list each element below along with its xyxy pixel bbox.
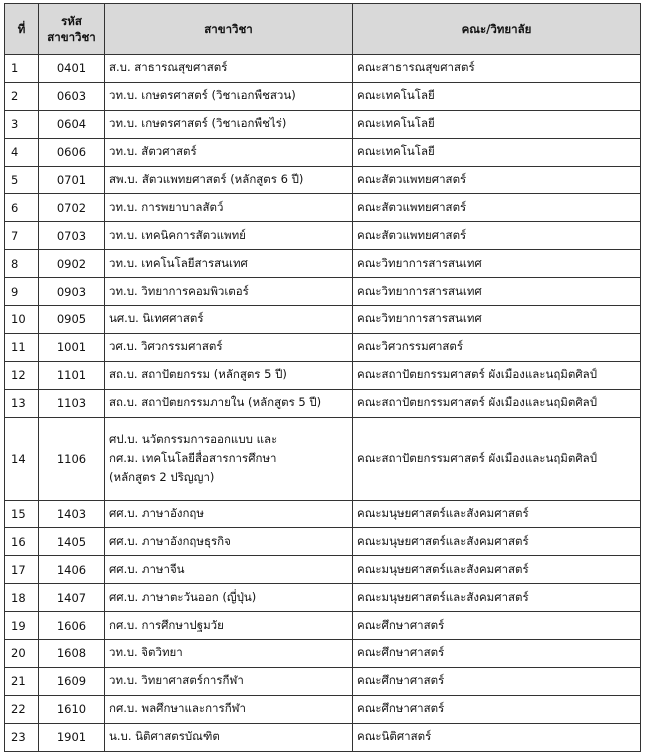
table-row	[5, 222, 641, 250]
row-number: 11	[5, 333, 39, 361]
major-name-line: วท.บ. เกษตรศาสตร์ (วิชาเอกพืชไร่)	[109, 116, 287, 131]
major-name-line: วท.บ. จิตวิทยา	[109, 645, 183, 660]
major-code: 1606	[39, 612, 105, 640]
major-code: 0603	[39, 82, 105, 110]
major-code: 0903	[39, 278, 105, 306]
table-row	[5, 640, 641, 668]
row-number: 12	[5, 361, 39, 389]
faculty-name: คณะสัตวแพทยศาสตร์	[353, 222, 641, 250]
faculty-name: คณะสถาปัตยกรรมศาสตร์ ผังเมืองและนฤมิตศิลป์	[353, 389, 641, 417]
major-code: 1609	[39, 667, 105, 695]
table-row	[5, 612, 641, 640]
major-code: 0905	[39, 306, 105, 334]
header-major-code-line2: สาขาวิชา	[47, 30, 96, 44]
header-row	[5, 4, 641, 55]
row-number: 9	[5, 278, 39, 306]
row-number: 22	[5, 695, 39, 723]
major-name-cell	[105, 278, 353, 306]
major-name-cell	[105, 222, 353, 250]
table-row	[5, 528, 641, 556]
table-row	[5, 361, 641, 389]
major-code: 0604	[39, 110, 105, 138]
major-name-line: สพ.บ. สัตวแพทยศาสตร์ (หลักสูตร 6 ปี)	[109, 172, 304, 186]
major-code: 0902	[39, 250, 105, 278]
major-code: 1001	[39, 333, 105, 361]
major-name-line: วท.บ. วิทยาศาสตร์การกีฬา	[109, 673, 244, 688]
major-code: 0703	[39, 222, 105, 250]
faculty-name: คณะศึกษาศาสตร์	[353, 667, 641, 695]
header-major: สาขาวิชา	[105, 4, 353, 55]
major-code: 1610	[39, 695, 105, 723]
header-major-code-line1: รหัส	[61, 14, 82, 28]
faculty-name: คณะมนุษยศาสตร์และสังคมศาสตร์	[353, 584, 641, 612]
major-name-line: วศ.บ. วิศวกรรมศาสตร์	[109, 339, 223, 354]
major-name-line: นศ.บ. นิเทศศาสตร์	[109, 311, 204, 326]
major-name-cell	[105, 82, 353, 110]
header-major-code	[39, 4, 105, 55]
major-name-line: กศ.บ. การศึกษาปฐมวัย	[109, 617, 224, 632]
row-number: 5	[5, 166, 39, 194]
major-name-cell	[105, 640, 353, 668]
major-name-cell	[105, 723, 353, 751]
row-number: 1	[5, 55, 39, 83]
major-name-cell	[105, 55, 353, 83]
major-name-line: วท.บ. การพยาบาลสัตว์	[109, 199, 224, 214]
table-row	[5, 250, 641, 278]
table-row	[5, 389, 641, 417]
row-number: 7	[5, 222, 39, 250]
major-name-line: ศศ.บ. ภาษาจีน	[109, 561, 185, 576]
major-name-line: น.บ. นิติศาสตรบัณฑิต	[109, 729, 220, 744]
major-name-cell	[105, 667, 353, 695]
major-code: 0606	[39, 138, 105, 166]
major-name-cell	[105, 612, 353, 640]
table-body	[5, 55, 641, 752]
header-number: ที่	[5, 4, 39, 55]
row-number: 20	[5, 640, 39, 668]
major-code: 0702	[39, 194, 105, 222]
row-number: 2	[5, 82, 39, 110]
row-number: 18	[5, 584, 39, 612]
header-faculty: คณะ/วิทยาลัย	[353, 4, 641, 55]
faculty-name: คณะสัตวแพทยศาสตร์	[353, 166, 641, 194]
table-row	[5, 417, 641, 500]
major-name-cell	[105, 361, 353, 389]
faculty-name: คณะเทคโนโลยี	[353, 110, 641, 138]
faculty-name: คณะศึกษาศาสตร์	[353, 695, 641, 723]
faculty-name: คณะสาธารณสุขศาสตร์	[353, 55, 641, 83]
row-number: 17	[5, 556, 39, 584]
table-row	[5, 695, 641, 723]
major-code: 1101	[39, 361, 105, 389]
major-name-cell	[105, 250, 353, 278]
row-number: 15	[5, 500, 39, 528]
major-name-cell	[105, 556, 353, 584]
major-name-line: ศศ.บ. ภาษาอังกฤษ	[109, 506, 204, 521]
table-row	[5, 667, 641, 695]
table-row	[5, 723, 641, 751]
major-name-cell	[105, 417, 353, 500]
major-name-cell	[105, 306, 353, 334]
table-row	[5, 278, 641, 306]
faculty-name: คณะศึกษาศาสตร์	[353, 612, 641, 640]
major-name-line: (หลักสูตร 2 ปริญญา)	[109, 470, 215, 485]
major-code: 1106	[39, 417, 105, 500]
major-name-line: กศ.ม. เทคโนโลยีสื่อสารการศึกษา	[109, 451, 277, 466]
row-number: 10	[5, 306, 39, 334]
faculty-name: คณะวิทยาการสารสนเทศ	[353, 278, 641, 306]
table-header	[5, 4, 641, 55]
major-name-line: สถ.บ. สถาปัตยกรรมภายใน (หลักสูตร 5 ปี)	[109, 395, 322, 410]
faculty-name: คณะวิทยาการสารสนเทศ	[353, 250, 641, 278]
faculty-name: คณะสัตวแพทยศาสตร์	[353, 194, 641, 222]
row-number: 21	[5, 667, 39, 695]
faculty-name: คณะสถาปัตยกรรมศาสตร์ ผังเมืองและนฤมิตศิลป์	[353, 361, 641, 389]
row-number: 6	[5, 194, 39, 222]
major-name-line: ศศ.บ. ภาษาอังกฤษธุรกิจ	[109, 533, 231, 548]
table-row	[5, 194, 641, 222]
major-name-cell	[105, 333, 353, 361]
faculty-name: คณะวิศวกรรมศาสตร์	[353, 333, 641, 361]
major-code: 0401	[39, 55, 105, 83]
major-name-line: ศป.บ. นวัตกรรมการออกแบบ และ	[109, 432, 278, 447]
table-row	[5, 333, 641, 361]
faculty-name: คณะมนุษยศาสตร์และสังคมศาสตร์	[353, 556, 641, 584]
table-row	[5, 584, 641, 612]
row-number: 23	[5, 723, 39, 751]
row-number: 3	[5, 110, 39, 138]
program-list-table-container	[4, 3, 641, 752]
major-name-cell	[105, 584, 353, 612]
row-number: 16	[5, 528, 39, 556]
faculty-name: คณะมนุษยศาสตร์และสังคมศาสตร์	[353, 528, 641, 556]
major-name-line: วท.บ. เกษตรศาสตร์ (วิชาเอกพืชสวน)	[109, 88, 296, 103]
row-number: 14	[5, 417, 39, 500]
major-name-cell	[105, 389, 353, 417]
major-name-line: วท.บ. เทคนิคการสัตวแพทย์	[109, 227, 246, 242]
program-list-table	[4, 3, 641, 752]
table-row	[5, 306, 641, 334]
major-code: 1608	[39, 640, 105, 668]
major-name-cell	[105, 110, 353, 138]
major-code: 1901	[39, 723, 105, 751]
faculty-name: คณะศึกษาศาสตร์	[353, 640, 641, 668]
major-name-cell	[105, 500, 353, 528]
row-number: 8	[5, 250, 39, 278]
row-number: 19	[5, 612, 39, 640]
table-row	[5, 500, 641, 528]
major-name-cell	[105, 194, 353, 222]
faculty-name: คณะมนุษยศาสตร์และสังคมศาสตร์	[353, 500, 641, 528]
table-row	[5, 138, 641, 166]
table-row	[5, 166, 641, 194]
major-name-cell	[105, 528, 353, 556]
major-code: 1403	[39, 500, 105, 528]
faculty-name: คณะเทคโนโลยี	[353, 82, 641, 110]
major-name-cell	[105, 138, 353, 166]
table-row	[5, 110, 641, 138]
major-name-line: กศ.บ. พลศึกษาและการกีฬา	[109, 701, 246, 716]
faculty-name: คณะสถาปัตยกรรมศาสตร์ ผังเมืองและนฤมิตศิลป์	[353, 417, 641, 500]
major-name-line: วท.บ. สัตวศาสตร์	[109, 144, 197, 159]
table-row	[5, 82, 641, 110]
major-name-line: ส.บ. สาธารณสุขศาสตร์	[109, 60, 228, 75]
major-code: 1407	[39, 584, 105, 612]
major-code: 1406	[39, 556, 105, 584]
table-row	[5, 556, 641, 584]
major-name-cell	[105, 166, 353, 194]
row-number: 4	[5, 138, 39, 166]
major-code: 1405	[39, 528, 105, 556]
faculty-name: คณะเทคโนโลยี	[353, 138, 641, 166]
major-code: 1103	[39, 389, 105, 417]
table-row	[5, 55, 641, 83]
major-name-line: วท.บ. เทคโนโลยีสารสนเทศ	[109, 255, 248, 270]
faculty-name: คณะนิติศาสตร์	[353, 723, 641, 751]
faculty-name: คณะวิทยาการสารสนเทศ	[353, 306, 641, 334]
major-name-cell	[105, 695, 353, 723]
row-number: 13	[5, 389, 39, 417]
major-name-line: วท.บ. วิทยาการคอมพิวเตอร์	[109, 283, 249, 298]
major-code: 0701	[39, 166, 105, 194]
major-name-line: สถ.บ. สถาปัตยกรรม (หลักสูตร 5 ปี)	[109, 367, 287, 382]
major-name-line: ศศ.บ. ภาษาตะวันออก (ญี่ปุ่น)	[109, 589, 257, 604]
